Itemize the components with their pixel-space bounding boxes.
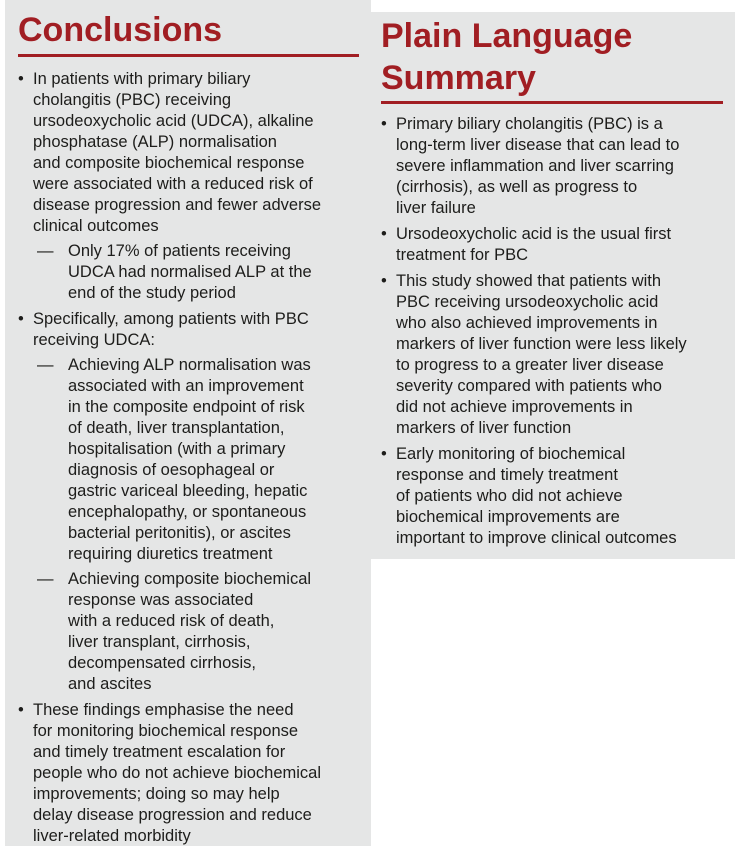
text-line: clinical outcomes bbox=[33, 217, 159, 235]
heading-line: Plain Language bbox=[381, 17, 633, 55]
conclusions-panel bbox=[5, 0, 371, 846]
text-line: — Achieving ALP normalisation was bbox=[68, 356, 311, 374]
text-line: liver-related morbidity bbox=[33, 827, 191, 845]
text-line: (cirrhosis), as well as progress to bbox=[396, 178, 638, 196]
text-line: cholangitis (PBC) receiving bbox=[33, 91, 232, 109]
text-line: • Specifically, among patients with PBC bbox=[33, 310, 309, 328]
text-line: who also achieved improvements in bbox=[396, 314, 658, 332]
text-line: to progress to a greater liver disease bbox=[396, 356, 664, 374]
text-line: and composite biochemical response bbox=[33, 154, 305, 172]
plain-language-panel bbox=[371, 12, 735, 559]
text-line: markers of liver function bbox=[396, 419, 572, 437]
bullet-item bbox=[381, 114, 723, 219]
text-line: for monitoring biochemical response bbox=[33, 722, 299, 740]
heading-line: Summary bbox=[381, 59, 536, 97]
bullet-item bbox=[381, 224, 723, 266]
bullet-item bbox=[18, 69, 359, 304]
sub-bullet-item bbox=[33, 569, 359, 695]
text-line: people who do not achieve biochemical bbox=[33, 764, 322, 782]
text-line: did not achieve improvements in bbox=[396, 398, 633, 416]
bullet-text bbox=[396, 114, 723, 219]
sub-list bbox=[33, 355, 359, 695]
bullet-text bbox=[396, 224, 723, 266]
text-line: liver transplant, cirrhosis, bbox=[68, 633, 251, 651]
conclusions-list bbox=[18, 69, 359, 847]
text-line: receiving UDCA: bbox=[33, 331, 155, 349]
text-line: • Early monitoring of biochemical bbox=[396, 445, 626, 463]
text-line: and timely treatment escalation for bbox=[33, 743, 286, 761]
text-line: markers of liver function were less likely bbox=[396, 335, 687, 353]
text-line: PBC receiving ursodeoxycholic acid bbox=[396, 293, 659, 311]
conclusions-heading: Conclusions bbox=[18, 11, 223, 49]
text-line: and ascites bbox=[68, 675, 152, 693]
bullet-text bbox=[396, 444, 723, 549]
sub-bullet-item bbox=[33, 355, 359, 565]
text-line: — Achieving composite biochemical bbox=[68, 570, 312, 588]
bullet-text bbox=[33, 700, 359, 847]
bullet-text bbox=[33, 309, 359, 351]
text-line: disease progression and fewer adverse bbox=[33, 196, 322, 214]
text-line: — Only 17% of patients receiving bbox=[68, 242, 291, 260]
text-line: diagnosis of oesophageal or bbox=[68, 461, 275, 479]
text-line: delay disease progression and reduce bbox=[33, 806, 312, 824]
text-line: • This study showed that patients with bbox=[396, 272, 662, 290]
text-line: ursodeoxycholic acid (UDCA), alkaline bbox=[33, 112, 314, 130]
text-line: of death, liver transplantation, bbox=[68, 419, 285, 437]
plain-language-heading bbox=[381, 12, 723, 99]
text-line: UDCA had normalised ALP at the bbox=[68, 263, 312, 281]
text-line: phosphatase (ALP) normalisation bbox=[33, 133, 277, 151]
text-line: liver failure bbox=[396, 199, 476, 217]
bullet-item bbox=[18, 309, 359, 695]
text-line: decompensated cirrhosis, bbox=[68, 654, 257, 672]
sub-list bbox=[33, 241, 359, 304]
plain-language-list bbox=[381, 114, 723, 549]
text-line: requiring diuretics treatment bbox=[68, 545, 273, 563]
bullet-item bbox=[381, 444, 723, 549]
conclusions-divider bbox=[18, 54, 359, 57]
text-line: biochemical improvements are bbox=[396, 508, 620, 526]
text-line: important to improve clinical outcomes bbox=[396, 529, 677, 547]
text-line: improvements; doing so may help bbox=[33, 785, 280, 803]
plain-language-divider bbox=[381, 101, 723, 104]
text-line: • Ursodeoxycholic acid is the usual first bbox=[396, 225, 672, 243]
text-line: long-term liver disease that can lead to bbox=[396, 136, 680, 154]
text-line: associated with an improvement bbox=[68, 377, 304, 395]
text-line: gastric variceal bleeding, hepatic bbox=[68, 482, 308, 500]
text-line: • In patients with primary biliary bbox=[33, 70, 251, 88]
text-line: bacterial peritonitis), or ascites bbox=[68, 524, 291, 542]
bullet-item bbox=[381, 271, 723, 439]
text-line: with a reduced risk of death, bbox=[68, 612, 275, 630]
text-line: treatment for PBC bbox=[396, 246, 529, 264]
text-line: of patients who did not achieve bbox=[396, 487, 623, 505]
text-line: encephalopathy, or spontaneous bbox=[68, 503, 307, 521]
bullet-text bbox=[396, 271, 723, 439]
text-line: severe inflammation and liver scarring bbox=[396, 157, 674, 175]
text-line: response was associated bbox=[68, 591, 254, 609]
text-line: • These findings emphasise the need bbox=[33, 701, 294, 719]
text-line: were associated with a reduced risk of bbox=[33, 175, 313, 193]
text-line: hospitalisation (with a primary bbox=[68, 440, 286, 458]
bullet-item bbox=[18, 700, 359, 847]
bullet-text bbox=[33, 69, 359, 237]
text-line: in the composite endpoint of risk bbox=[68, 398, 305, 416]
text-line: severity compared with patients who bbox=[396, 377, 662, 395]
text-line: end of the study period bbox=[68, 284, 236, 302]
sub-bullet-item bbox=[33, 241, 359, 304]
text-line: • Primary biliary cholangitis (PBC) is a bbox=[396, 115, 663, 133]
text-line: response and timely treatment bbox=[396, 466, 618, 484]
